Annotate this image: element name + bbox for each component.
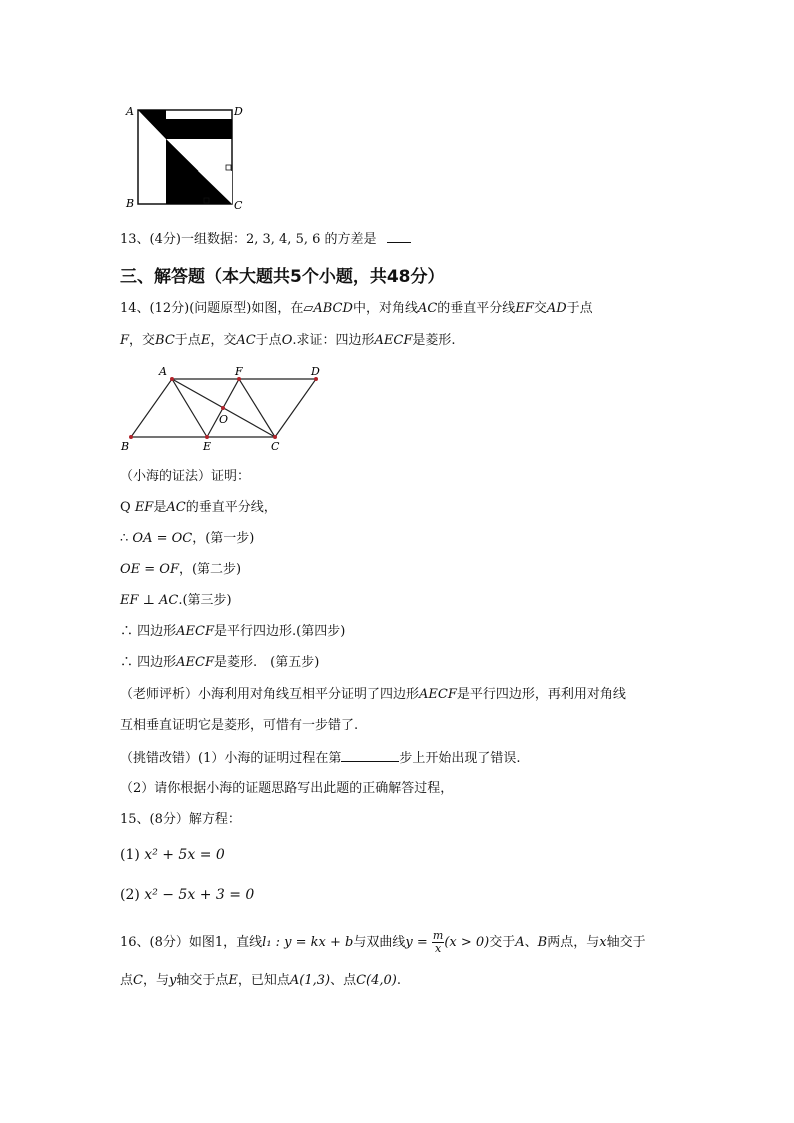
review-line1: （老师评析）小海利用对角线互相平分证明了四边形AECF是平行四边形，再利用对角线 — [120, 687, 626, 702]
q14-figure — [115, 362, 335, 457]
fig13-label-A: A — [126, 105, 134, 118]
fraction-m-over-x: $\frac{m}{x}$ — [432, 929, 444, 955]
fix-part1: （挑错改错）(1）小海的证明过程在第 步上开始出现了错误. — [120, 748, 520, 768]
proof-intro: （小海的证法）证明： — [120, 469, 251, 484]
fig14-label-O: O — [219, 413, 229, 426]
q13-line — [120, 229, 411, 249]
segment-fc — [239, 379, 275, 437]
review-line2: 互相垂直证明它是菱形，可惜有一步错了. — [120, 718, 359, 733]
fig14-label-C: C — [271, 440, 280, 453]
point-c — [273, 435, 277, 439]
fig13-label-B: B — [126, 197, 135, 210]
point-e — [205, 435, 209, 439]
fix-step-blank[interactable] — [341, 748, 399, 762]
proof-step0: Q EF是AC的垂直平分线， — [120, 500, 277, 515]
q16-line1: 16、(8分）如图1，直线l₁ : y = kx + b与双曲线y = $\frac{m}{x}$ (x > 0)交于A、B两点，与x轴交于 — [120, 929, 646, 955]
point-b — [129, 435, 133, 439]
q14-line1: 14、(12分)(问题原型)如图，在▱ABCD中，对角线AC的垂直平分线EF交AD于点 — [120, 301, 593, 316]
q15-eq2: (2) x² − 5x + 3 = 0 — [120, 887, 255, 903]
fig14-label-A: A — [159, 365, 167, 378]
black-mid-triangle — [166, 139, 198, 171]
fig13-label-D: D — [234, 105, 243, 118]
q15-label: 15、(8分）解方程： — [120, 812, 241, 827]
proof-step2: OE = OF，(第二步) — [120, 562, 242, 577]
fig14-label-E: E — [203, 440, 212, 453]
q13-text: 13、(4分)一组数据：2, 3, 4, 5, 6 的方差是 — [120, 232, 377, 247]
q13-answer-blank[interactable] — [387, 229, 411, 243]
proof-step5: ∴ 四边形AECF是菱形. (第五步) — [120, 655, 320, 670]
right-angle-mark-1 — [226, 165, 231, 170]
fig14-label-F: F — [235, 365, 243, 378]
fig14-label-D: D — [311, 365, 320, 378]
proof-step3: EF ⊥ AC.(第三步) — [120, 593, 232, 608]
proof-step4: ∴ 四边形AECF是平行四边形.(第四步) — [120, 624, 346, 639]
proof-step1: ∴ OA = OC，(第一步) — [120, 531, 255, 546]
point-o — [221, 406, 225, 410]
point-a — [170, 377, 174, 381]
q16-line2: 点C，与y轴交于点E，已知点A(1,3)、点C(4,0). — [120, 973, 402, 988]
q15-eq1: (1) x² + 5x = 0 — [120, 847, 225, 863]
section3-title: 三、解答题（本大题共5个小题，共48分） — [120, 267, 445, 287]
fig14-label-B: B — [121, 440, 130, 453]
q14-line2: F，交BC于点E，交AC于点O.求证：四边形AECF是菱形. — [120, 333, 456, 348]
segment-ae — [172, 379, 207, 437]
q13-figure — [120, 103, 250, 213]
fig13-label-C: C — [234, 199, 243, 212]
fix-part2: （2）请你根据小海的证题思路写出此题的正确解答过程， — [120, 781, 454, 796]
